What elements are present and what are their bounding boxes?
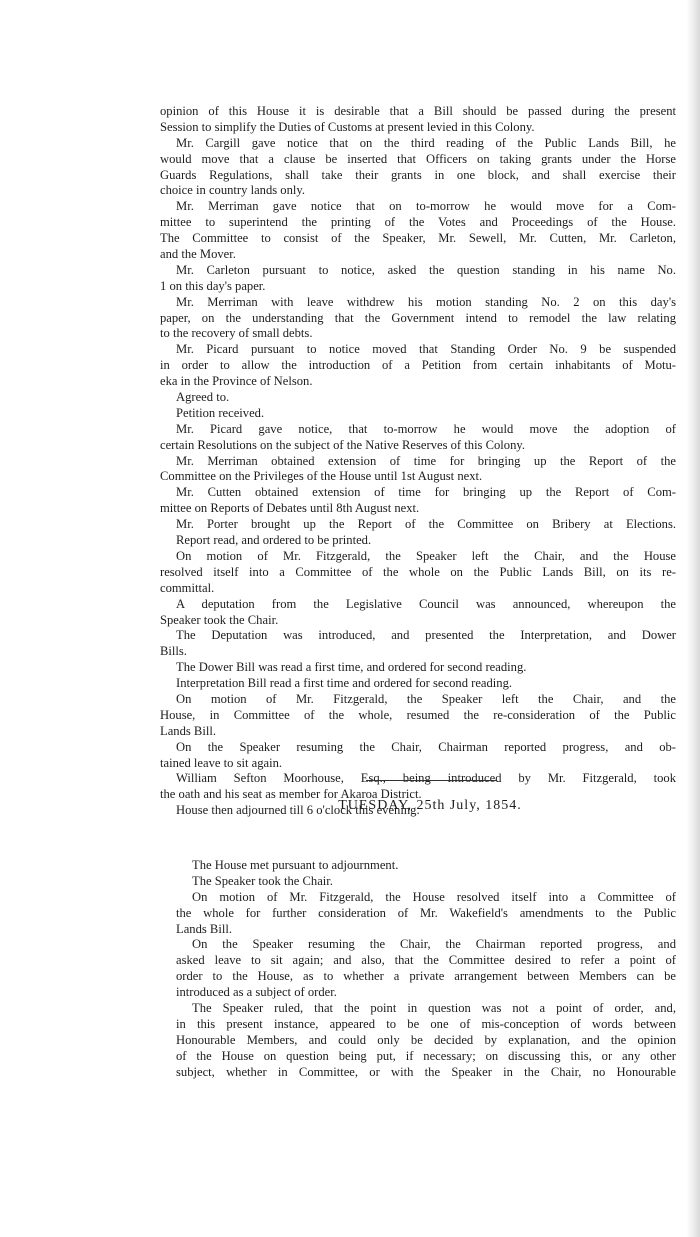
text-line: Mr. Cargill gave notice that on the third reading of the Public Lands Bill, he bbox=[176, 135, 676, 150]
text-line: opinion of this House it is desirable that a Bill should be passed during the present bbox=[160, 104, 676, 118]
text-line: the oath and his seat as member for Akaroa District. bbox=[160, 787, 422, 802]
text-line: tained leave to sit again. bbox=[160, 755, 283, 770]
proceedings-text-upper bbox=[160, 104, 676, 819]
text-line: Honourable Members, and could only be decided by explanation, and the opinion bbox=[176, 1032, 676, 1047]
text-line: The Speaker ruled, that the point in question was not a point of order, and, bbox=[192, 1001, 676, 1016]
text-line: would move that a clause be inserted that Officers on taking grants under the Horse bbox=[160, 151, 676, 166]
text-line: Lands Bill. bbox=[176, 921, 232, 936]
text-line: The House met pursuant to adjournment. bbox=[192, 858, 399, 872]
text-line: The Deputation was introduced, and presented the Interpretation, and Dower bbox=[176, 628, 676, 643]
text-line: of the House on question being put, if necessary; on discussing this, or any other bbox=[176, 1048, 676, 1063]
date-heading: TUESDAY, 25th July, 1854. bbox=[338, 798, 522, 813]
text-line: paper, on the understanding that the Government intend to remodel the law relating bbox=[160, 310, 676, 325]
text-line: William Sefton Moorhouse, Esq., being introduced by Mr. Fitzgerald, took bbox=[176, 771, 676, 786]
text-line: On motion of Mr. Fitzgerald, the Speaker left the Chair, and the bbox=[176, 691, 676, 706]
text-line: House, in Committee of the whole, resumed the re-consideration of the Public bbox=[160, 707, 676, 722]
text-line: mittee on Reports of Debates until 8th August next. bbox=[160, 501, 420, 516]
text-line: A deputation from the Legislative Council was announced, whereupon the bbox=[176, 596, 676, 611]
text-line: Speaker took the Chair. bbox=[160, 612, 279, 627]
text-line: Interpretation Bill read a first time and ordered for second reading. bbox=[176, 676, 513, 691]
text-line: certain Resolutions on the subject of the Native Reserves of this Colony. bbox=[160, 437, 526, 452]
text-line: mittee to superintend the printing of the Votes and Proceedings of the House. bbox=[160, 215, 676, 230]
text-line: Session to simplify the Duties of Customs at present levied in this Colony. bbox=[160, 119, 535, 134]
text-line: choice in country lands only. bbox=[160, 183, 306, 198]
text-line: Agreed to. bbox=[176, 390, 230, 405]
text-line: Mr. Carleton pursuant to notice, asked the question standing in his name No. bbox=[176, 262, 676, 277]
text-line: On motion of Mr. Fitzgerald, the House resolved itself into a Committee of bbox=[192, 889, 676, 904]
text-line: The Dower Bill was read a first time, and ordered for second reading. bbox=[176, 660, 527, 675]
text-line: Guards Regulations, shall take their grants in one block, and shall exercise their bbox=[160, 167, 676, 182]
text-line: in this present instance, appeared to be one of mis-conception of words between bbox=[176, 1016, 676, 1031]
text-line: Mr. Picard pursuant to notice moved that Standing Order No. 9 be suspended bbox=[176, 342, 676, 357]
text-line: Bills. bbox=[160, 644, 187, 659]
text-line: subject, whether in Committee, or with the Speaker in the Chair, no Honourable bbox=[176, 1064, 676, 1079]
text-line: 1 on this day's paper. bbox=[160, 278, 266, 293]
text-line: Mr. Merriman gave notice that on to-morrow he would move for a Com- bbox=[176, 199, 676, 214]
proceedings-text-lower bbox=[176, 858, 676, 1080]
page-edge-shadow bbox=[686, 0, 700, 1237]
text-line: Mr. Merriman with leave withdrew his motion standing No. 2 on this day's bbox=[176, 294, 676, 309]
text-line: Lands Bill. bbox=[160, 723, 216, 738]
text-line: eka in the Province of Nelson. bbox=[160, 374, 313, 389]
text-line: On the Speaker resuming the Chair, the Chairman reported progress, and bbox=[192, 937, 676, 952]
text-line: committal. bbox=[160, 580, 215, 595]
text-line: The Committee to consist of the Speaker, Mr. Sewell, Mr. Cutten, Mr. Carleton, bbox=[160, 231, 676, 246]
text-line: Committee on the Privileges of the House until 1st August next. bbox=[160, 469, 483, 484]
section-divider-rule bbox=[366, 780, 496, 781]
text-line: Mr. Cutten obtained extension of time for bringing up the Report of Com- bbox=[176, 485, 676, 500]
text-line: order to the House, as to whether a private arrangement between Members can be bbox=[176, 969, 676, 984]
text-line: On motion of Mr. Fitzgerald, the Speaker left the Chair, and the House bbox=[176, 548, 676, 563]
text-line: Report read, and ordered to be printed. bbox=[176, 533, 372, 548]
text-line: introduced as a subject of order. bbox=[176, 985, 337, 1000]
text-line: asked leave to sit again; and also, that the Committee desired to refer a point of bbox=[176, 953, 676, 968]
text-line: Mr. Merriman obtained extension of time for bringing up the Report of the bbox=[176, 453, 676, 468]
text-line: Mr. Picard gave notice, that to-morrow he would move the adoption of bbox=[176, 421, 676, 436]
text-line: On the Speaker resuming the Chair, Chairman reported progress, and ob- bbox=[176, 739, 676, 754]
text-line: House then adjourned till 6 o'clock this evening. bbox=[176, 803, 420, 818]
text-line: the whole for further consideration of Mr. Wakefield's amendments to the Public bbox=[176, 905, 676, 920]
text-line: Mr. Porter brought up the Report of the Committee on Bribery at Elections. bbox=[176, 517, 676, 532]
text-line: resolved itself into a Committee of the whole on the Public Lands Bill, on its re- bbox=[160, 564, 676, 579]
text-line: in order to allow the introduction of a Petition from certain inhabitants of Motu- bbox=[160, 358, 676, 373]
text-line: to the recovery of small debts. bbox=[160, 326, 313, 341]
text-line: Petition received. bbox=[176, 405, 265, 420]
text-line: The Speaker took the Chair. bbox=[192, 873, 333, 888]
text-line: and the Mover. bbox=[160, 247, 236, 262]
